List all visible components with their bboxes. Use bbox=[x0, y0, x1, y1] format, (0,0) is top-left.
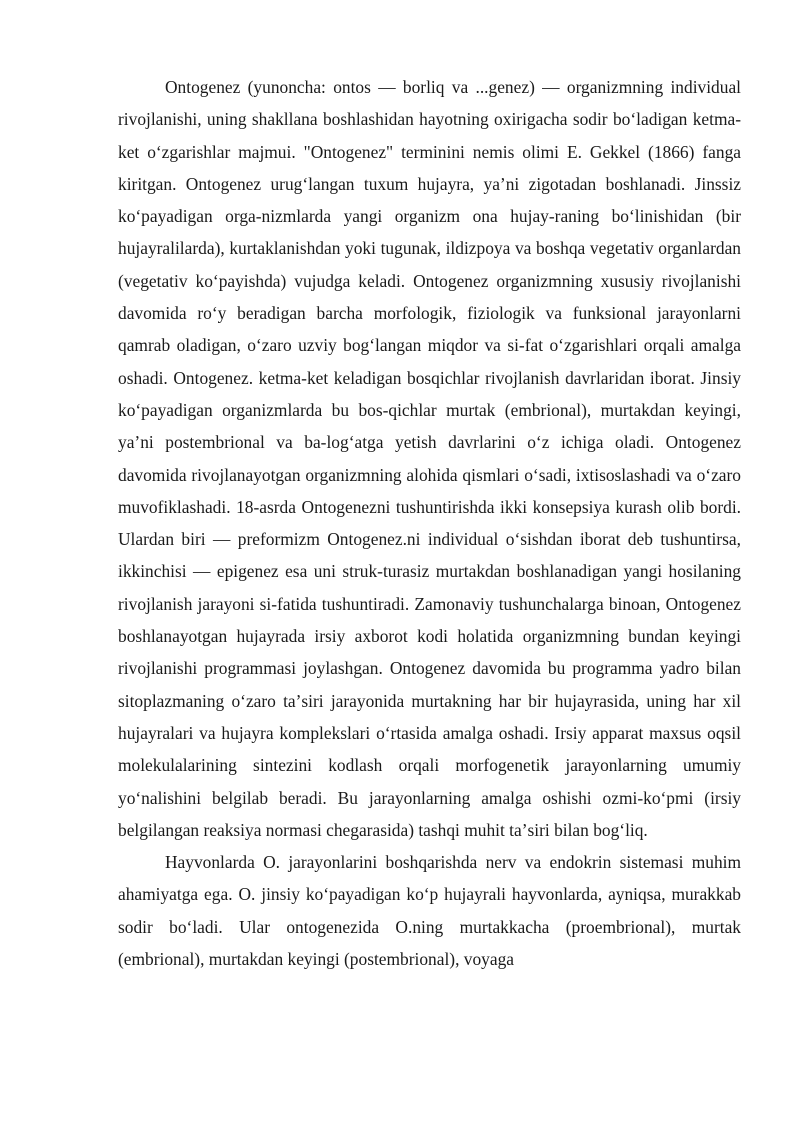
paragraph-ontogenez-definition: Ontogenez (yunoncha: ontos — borliq va ...genez) — organizmning individual rivojlanishi, uning shakllana boshlashidan hayotning oxirigacha sodir boʻladigan ketma-ket oʻzgarishlar majmui. "Ontogenez" terminini nemis olimi E. Gekkel (1866) fanga kiritgan. Ontogenez urugʻlangan tuxum hujayra, yaʼni zigotadan boshlanadi. Jinssiz koʻpayadigan orga-nizmlarda yangi organizm ona hujay-raning boʻlinishidan (bir hujayralilarda), kurtaklanishdan yoki tugunak, ildizpoya va boshqa vegetativ organlardan (vegetativ koʻpayishda) vujudga keladi. Ontogenez organizmning xususiy rivojlanishi davomida roʻy beradigan barcha morfologik, fiziologik va funksional jarayonlarni qamrab oladigan, oʻzaro uzviy bogʻlangan miqdor va si-fat oʻzgarishlari orqali amalga oshadi. Ontogenez. ketma-ket keladigan bosqichlar rivojlanish davrlaridan iborat. Jinsiy koʻpayadigan organizmlarda bu bos-qichlar murtak (embrional), murtakdan keyingi, yaʼni postembrional va ba-logʻatga yetish davrlarini oʻz ichiga oladi. Ontogenez davomida rivojlanayotgan organizmning alohida qismlari oʻsadi, ixtisoslashadi va oʻzaro muvofiklashadi. 18-asrda Ontogenezni tushuntirishda ikki konsepsiya kurash olib bordi. Ulardan biri — preformizm Ontogenez.ni individual oʻsishdan iborat deb tushuntirsa, ikkinchisi — epigenez esa uni struk-turasiz murtakdan boshlanadigan yangi hosilaning rivojlanish jarayoni si-fatida tushuntiradi. Zamonaviy tushunchalarga binoan, Ontogenez boshlanayotgan hujayrada irsiy axborot kodi holatida organizmning bundan keyingi rivojlanishi programmasi joylashgan. Ontogenez davomida bu programma yadro bilan sitoplazmaning oʻzaro taʼsiri jarayonida murtakning har bir hujayrasida, uning har xil hujayralari va hujayra komplekslari oʻrtasida amalga oshadi. Irsiy apparat maxsus oqsil molekulalarining sintezini kodlash orqali morfogenetik jarayonlarning umumiy yoʻnalishini belgilab beradi. Bu jarayonlarning amalga oshishi ozmi-koʻpmi (irsiy belgilangan reaksiya normasi chegarasida) tashqi muhit taʼsiri bilan bogʻliq. bbox=[118, 77, 741, 840]
document-page bbox=[118, 71, 741, 975]
paragraph-animal-ontogenesis: Hayvonlarda O. jarayonlarini boshqarishda nerv va endokrin sistemasi muhim ahamiyatga ega. O. jinsiy koʻpayadigan koʻp hujayrali hayvonlarda, ayniqsa, murakkab sodir boʻladi. Ular ontogenezida O.ning murtakkacha (proembrional), murtak (embrional), murtakdan keyingi (postembrional), voyaga bbox=[118, 852, 741, 970]
